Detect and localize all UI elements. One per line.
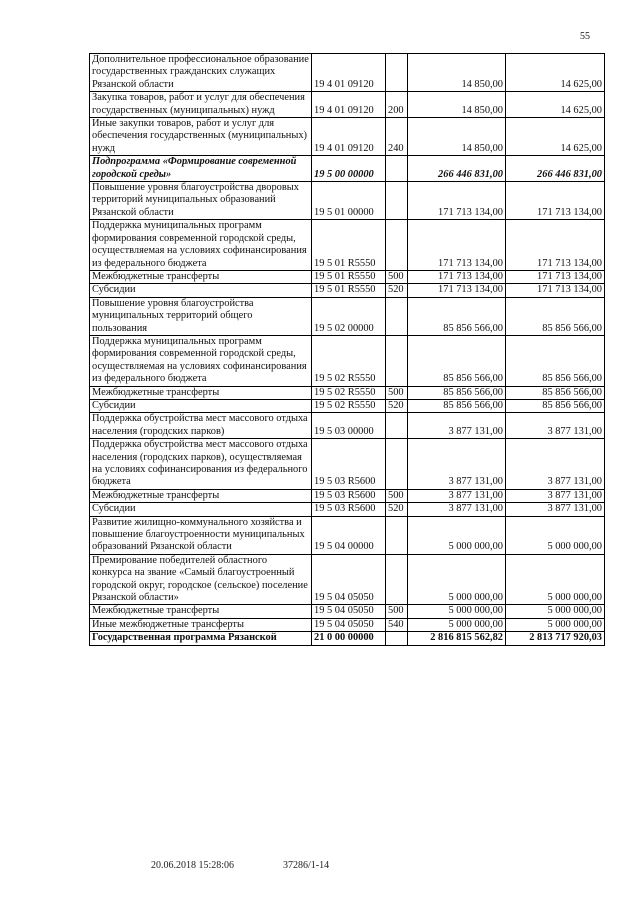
row-name: Поддержка муниципальных программ формирования современной городской среды, осуществляемая на условиях софинансирования из федерального бюджета	[90, 220, 312, 271]
row-code: 19 4 01 09120	[312, 54, 386, 92]
table-row	[90, 399, 605, 412]
row-code: 19 5 02 00000	[312, 297, 386, 335]
row-code: 19 5 03 00000	[312, 413, 386, 439]
row-name: Поддержка обустройства мест массового отдыха населения (городских парков)	[90, 413, 312, 439]
row-expense-type	[386, 516, 408, 554]
row-sum-2018-executed: 3 877 131,00	[506, 489, 605, 502]
row-name: Поддержка обустройства мест массового отдыха населения (городских парков), осуществляемая на условиях софинансирования из федерального бюджета	[90, 439, 312, 490]
row-expense-type: 520	[386, 399, 408, 412]
row-expense-type	[386, 297, 408, 335]
row-code: 19 4 01 09120	[312, 92, 386, 118]
row-code: 19 5 01 R5550	[312, 220, 386, 271]
row-sum-2018-executed: 5 000 000,00	[506, 618, 605, 631]
row-sum-2018: 85 856 566,00	[408, 335, 506, 386]
table-row	[90, 156, 605, 182]
row-sum-2018-executed: 14 625,00	[506, 54, 605, 92]
row-code: 19 5 04 00000	[312, 516, 386, 554]
row-sum-2018: 3 877 131,00	[408, 503, 506, 516]
row-sum-2018: 85 856 566,00	[408, 386, 506, 399]
row-sum-2018: 14 850,00	[408, 92, 506, 118]
row-expense-type: 500	[386, 386, 408, 399]
footer-timestamp: 20.06.2018 15:28:06	[151, 860, 235, 871]
table-row	[90, 503, 605, 516]
table-row	[90, 297, 605, 335]
row-name: Иные закупки товаров, работ и услуг для обеспечения государственных (муниципальных) нужд	[90, 118, 312, 156]
row-sum-2018-executed: 2 813 717 920,03	[506, 632, 605, 645]
row-expense-type	[386, 54, 408, 92]
row-code: 19 5 00 00000	[312, 156, 386, 182]
row-expense-type: 520	[386, 503, 408, 516]
row-code: 19 5 02 R5550	[312, 386, 386, 399]
row-sum-2018: 171 713 134,00	[408, 220, 506, 271]
row-code: 19 5 01 00000	[312, 182, 386, 220]
row-expense-type: 200	[386, 92, 408, 118]
row-name: Межбюджетные трансферты	[90, 489, 312, 502]
table-row	[90, 413, 605, 439]
table-row	[90, 489, 605, 502]
row-sum-2018: 3 877 131,00	[408, 413, 506, 439]
row-sum-2018: 85 856 566,00	[408, 399, 506, 412]
table-row	[90, 632, 605, 645]
row-expense-type: 540	[386, 618, 408, 631]
row-sum-2018-executed: 171 713 134,00	[506, 284, 605, 297]
row-name: Иные межбюджетные трансферты	[90, 618, 312, 631]
row-name: Государственная программа Рязанской	[90, 632, 312, 645]
row-code: 19 5 04 05050	[312, 605, 386, 618]
row-sum-2018-executed: 5 000 000,00	[506, 605, 605, 618]
row-sum-2018: 14 850,00	[408, 118, 506, 156]
row-sum-2018: 2 816 815 562,82	[408, 632, 506, 645]
row-name: Закупка товаров, работ и услуг для обеспечения государственных (муниципальных) нужд	[90, 92, 312, 118]
row-name: Межбюджетные трансферты	[90, 270, 312, 283]
table-row	[90, 386, 605, 399]
row-name: Межбюджетные трансферты	[90, 605, 312, 618]
table-row	[90, 284, 605, 297]
table-row	[90, 118, 605, 156]
row-sum-2018: 3 877 131,00	[408, 489, 506, 502]
budget-table	[89, 53, 605, 646]
table-row	[90, 439, 605, 490]
row-name: Межбюджетные трансферты	[90, 386, 312, 399]
row-sum-2018-executed: 85 856 566,00	[506, 386, 605, 399]
row-sum-2018-executed: 171 713 134,00	[506, 270, 605, 283]
row-sum-2018-executed: 266 446 831,00	[506, 156, 605, 182]
row-code: 19 5 02 R5550	[312, 335, 386, 386]
row-sum-2018-executed: 85 856 566,00	[506, 297, 605, 335]
row-sum-2018-executed: 3 877 131,00	[506, 503, 605, 516]
row-sum-2018-executed: 14 625,00	[506, 92, 605, 118]
row-name: Повышение уровня благоустройства муниципальных территорий общего пользования	[90, 297, 312, 335]
page-number: 55	[580, 31, 590, 42]
row-expense-type	[386, 413, 408, 439]
row-sum-2018: 14 850,00	[408, 54, 506, 92]
row-expense-type	[386, 220, 408, 271]
row-expense-type: 500	[386, 270, 408, 283]
row-sum-2018-executed: 5 000 000,00	[506, 554, 605, 605]
row-name: Развитие жилищно-коммунального хозяйства и повышение благоустроенности муниципальных образований Рязанской области	[90, 516, 312, 554]
row-code: 19 5 03 R5600	[312, 503, 386, 516]
row-expense-type	[386, 335, 408, 386]
row-expense-type: 240	[386, 118, 408, 156]
row-code: 19 5 03 R5600	[312, 489, 386, 502]
row-code: 19 5 04 05050	[312, 618, 386, 631]
row-sum-2018: 266 446 831,00	[408, 156, 506, 182]
row-sum-2018: 171 713 134,00	[408, 284, 506, 297]
row-sum-2018: 5 000 000,00	[408, 618, 506, 631]
row-code: 19 4 01 09120	[312, 118, 386, 156]
table-row	[90, 605, 605, 618]
row-sum-2018: 3 877 131,00	[408, 439, 506, 490]
row-sum-2018-executed: 171 713 134,00	[506, 220, 605, 271]
row-code: 19 5 01 R5550	[312, 284, 386, 297]
row-sum-2018: 5 000 000,00	[408, 605, 506, 618]
footer-doc-number: 37286/1-14	[283, 860, 330, 871]
row-sum-2018-executed: 3 877 131,00	[506, 413, 605, 439]
row-name: Субсидии	[90, 503, 312, 516]
table-row	[90, 618, 605, 631]
row-sum-2018-executed: 171 713 134,00	[506, 182, 605, 220]
row-sum-2018-executed: 14 625,00	[506, 118, 605, 156]
row-code: 19 5 03 R5600	[312, 439, 386, 490]
row-name: Поддержка муниципальных программ формирования современной городской среды, осуществляемая на условиях софинансирования из федерального бюджета	[90, 335, 312, 386]
row-name: Дополнительное профессиональное образование государственных гражданских служащих Рязанской области	[90, 54, 312, 92]
table-row	[90, 220, 605, 271]
row-code: 19 5 02 R5550	[312, 399, 386, 412]
row-name: Субсидии	[90, 399, 312, 412]
row-sum-2018-executed: 85 856 566,00	[506, 335, 605, 386]
table-row	[90, 92, 605, 118]
row-sum-2018: 171 713 134,00	[408, 182, 506, 220]
row-code: 19 5 04 05050	[312, 554, 386, 605]
row-sum-2018: 85 856 566,00	[408, 297, 506, 335]
row-sum-2018: 171 713 134,00	[408, 270, 506, 283]
row-name: Субсидии	[90, 284, 312, 297]
row-sum-2018-executed: 5 000 000,00	[506, 516, 605, 554]
row-expense-type	[386, 182, 408, 220]
table-row	[90, 54, 605, 92]
row-name: Подпрограмма «Формирование современной городской среды»	[90, 156, 312, 182]
row-expense-type	[386, 156, 408, 182]
row-expense-type	[386, 632, 408, 645]
row-expense-type	[386, 439, 408, 490]
table-row	[90, 182, 605, 220]
row-code: 21 0 00 00000	[312, 632, 386, 645]
row-sum-2018: 5 000 000,00	[408, 516, 506, 554]
row-sum-2018-executed: 85 856 566,00	[506, 399, 605, 412]
row-code: 19 5 01 R5550	[312, 270, 386, 283]
row-expense-type: 520	[386, 284, 408, 297]
row-sum-2018: 5 000 000,00	[408, 554, 506, 605]
row-expense-type: 500	[386, 605, 408, 618]
table-row	[90, 270, 605, 283]
row-expense-type	[386, 554, 408, 605]
table-row	[90, 554, 605, 605]
row-expense-type: 500	[386, 489, 408, 502]
table-row	[90, 335, 605, 386]
table-row	[90, 516, 605, 554]
row-name: Повышение уровня благоустройства дворовых территорий муниципальных образований Рязанской области	[90, 182, 312, 220]
row-sum-2018-executed: 3 877 131,00	[506, 439, 605, 490]
row-name: Премирование победителей областного конкурса на звание «Самый благоустроенный городской округ, городское (сельское) поселение Рязанской области»	[90, 554, 312, 605]
